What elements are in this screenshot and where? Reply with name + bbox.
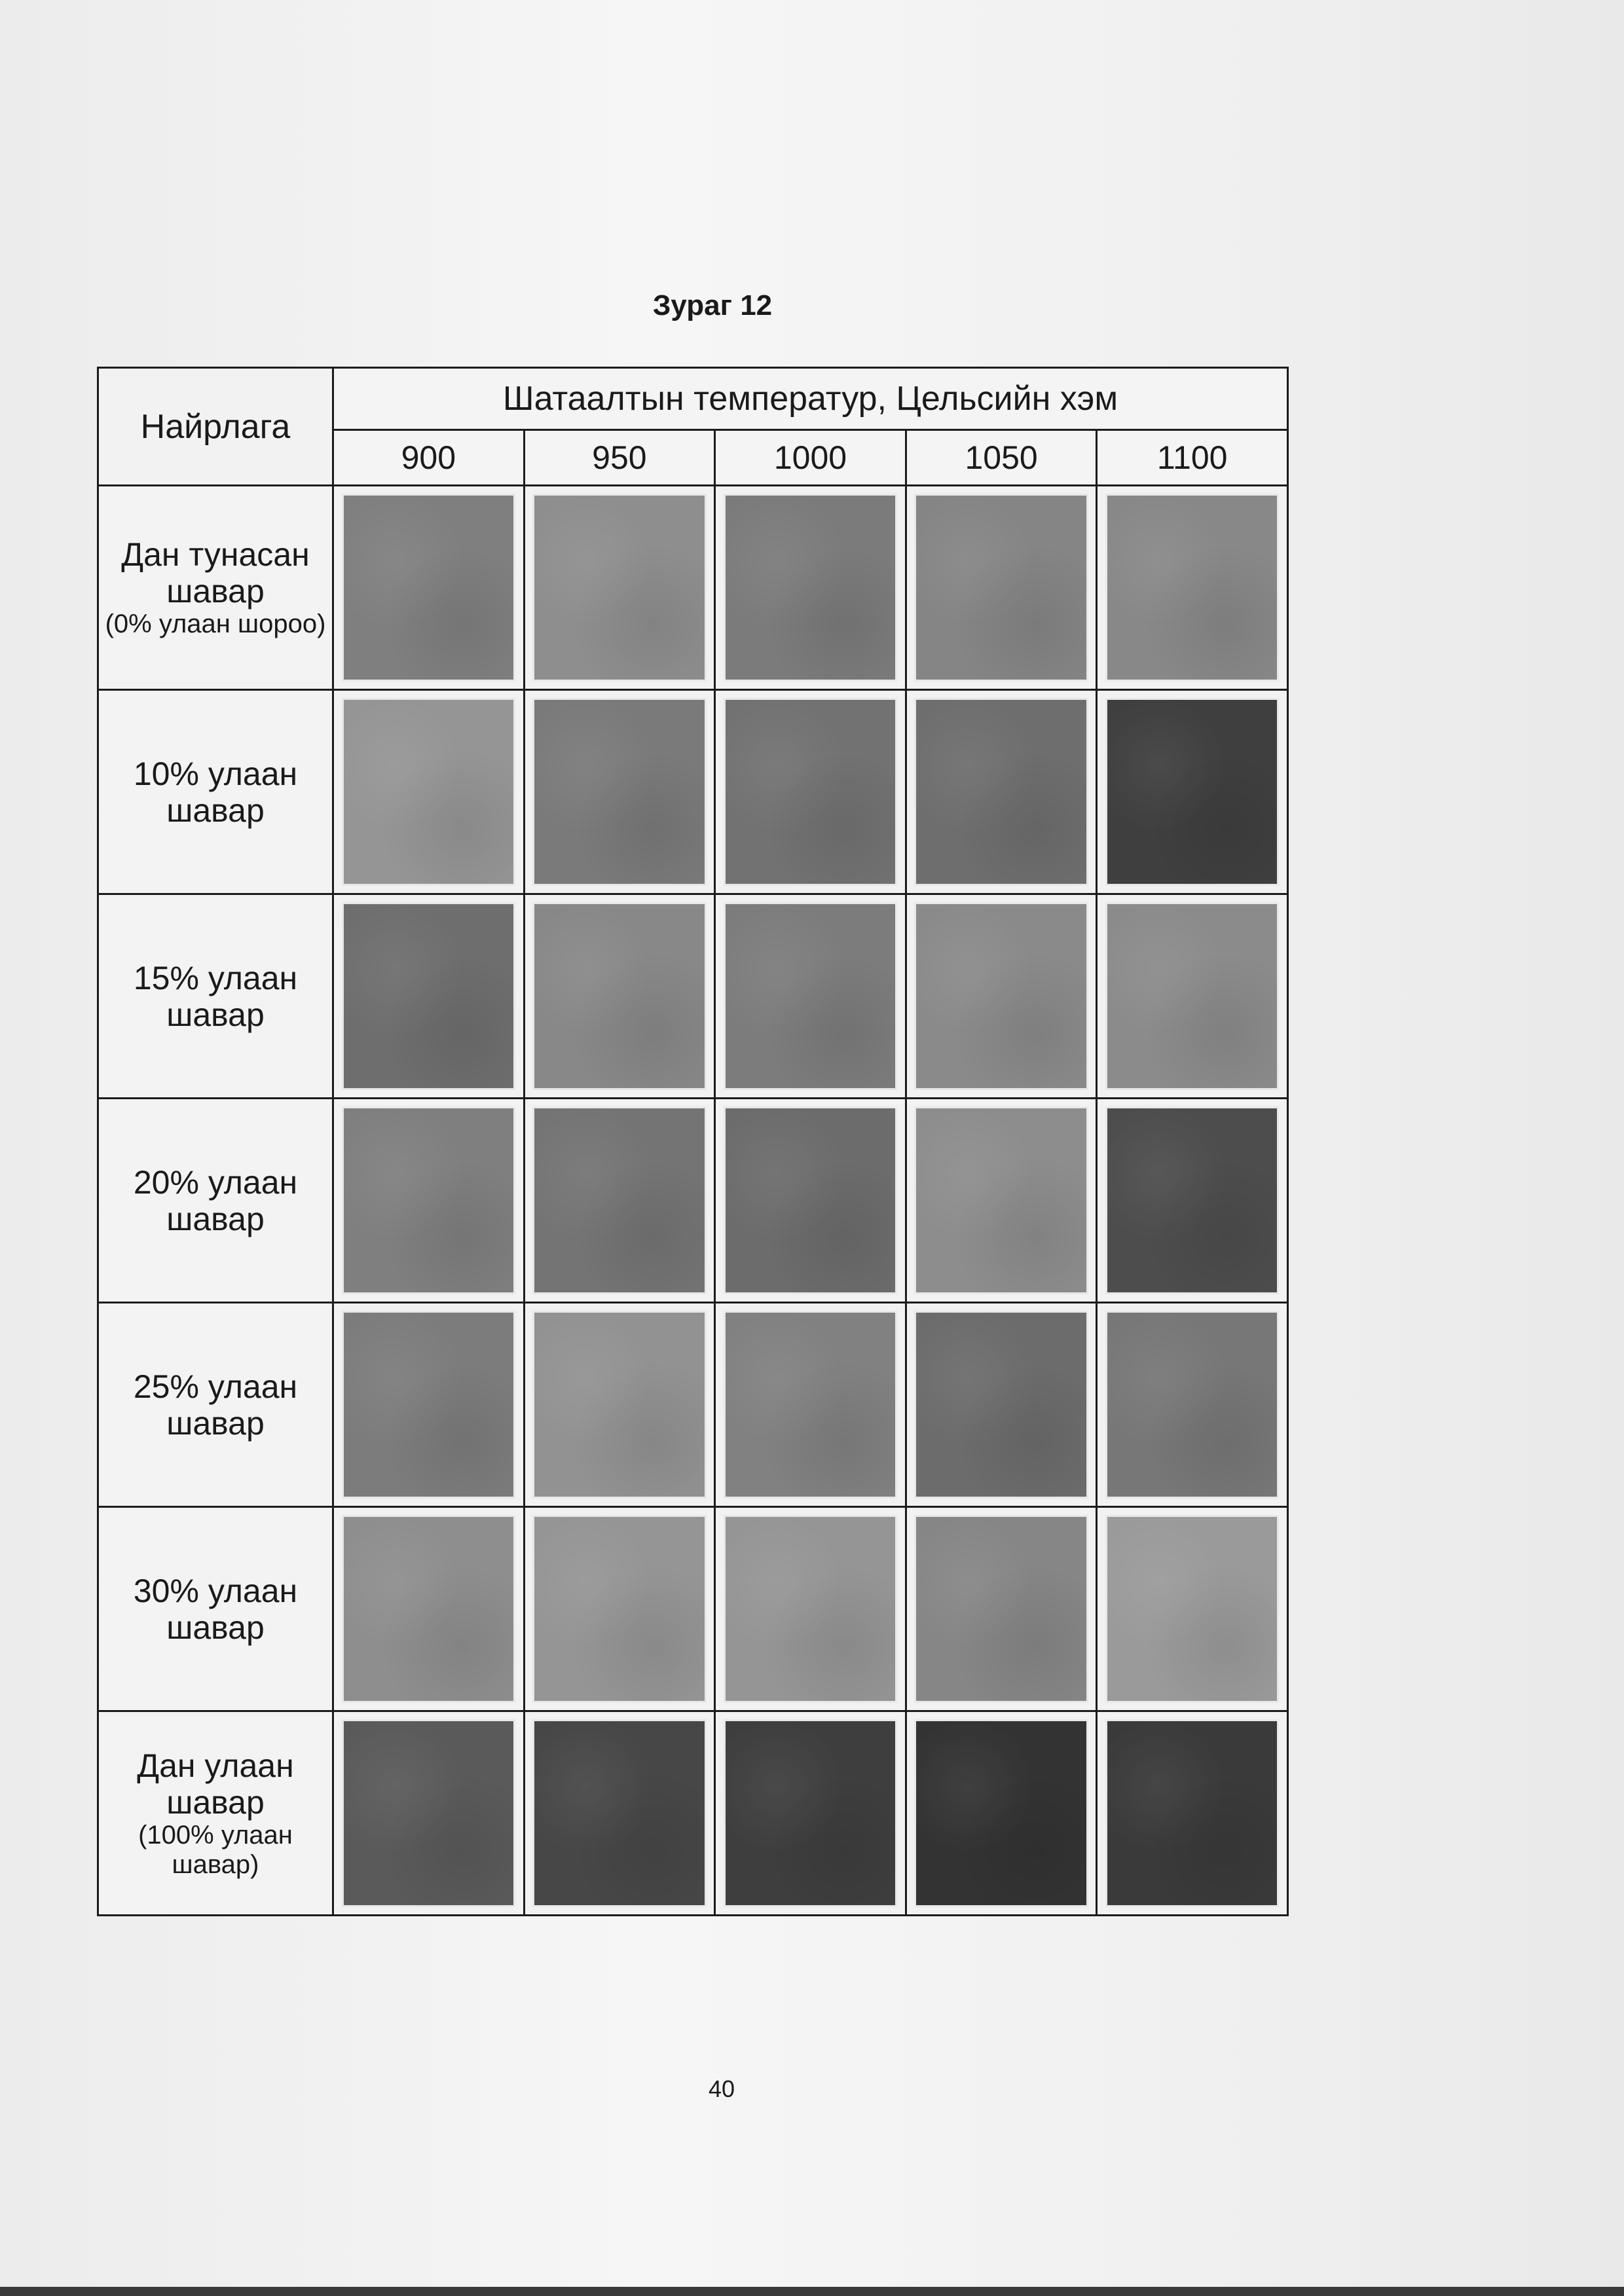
sample-photo: [1105, 1719, 1280, 1907]
page-number: 40: [708, 2075, 735, 2102]
sample-photo: [532, 902, 707, 1090]
sample-cell: [715, 1711, 906, 1916]
composition-label: Дан тунасан шавар: [121, 536, 310, 610]
temperature-1000: 1000: [715, 430, 906, 486]
table-row: [98, 1099, 1288, 1303]
composition-label-cell: [98, 690, 333, 894]
sample-cell: [906, 1711, 1097, 1916]
composition-label: 10% улаан шавар: [133, 755, 298, 829]
table-row: [98, 690, 1288, 894]
sample-cell: [1097, 1507, 1288, 1711]
temperature-950: 950: [524, 430, 715, 486]
composition-label-cell: [98, 1711, 333, 1916]
sample-cell: [715, 486, 906, 690]
sample-cell: [333, 1099, 525, 1303]
sample-photo: [724, 1719, 898, 1907]
sample-cell: [333, 1303, 525, 1507]
sample-cell: [524, 690, 715, 894]
table-row: [98, 1507, 1288, 1711]
sample-photo: [724, 494, 898, 682]
composition-label: 15% улаан шавар: [133, 959, 298, 1033]
sample-cell: [524, 1507, 715, 1711]
sample-photo: [914, 1311, 1088, 1499]
sample-photo: [724, 902, 898, 1090]
sample-cell: [333, 1711, 525, 1916]
composition-label-cell: [98, 486, 333, 690]
table-row: [98, 894, 1288, 1099]
sample-cell: [524, 1099, 715, 1303]
sample-photo: [1105, 1311, 1280, 1499]
sample-cell: [715, 1099, 906, 1303]
composition-header: Найрлага: [98, 368, 333, 486]
composition-sublabel: (100% улаан шавар): [138, 1820, 293, 1879]
sample-photo: [914, 1106, 1088, 1294]
header-row-top: [98, 368, 1288, 430]
composition-label-cell: [98, 1507, 333, 1711]
sample-photo: [342, 1719, 516, 1907]
sample-photo: [342, 698, 516, 886]
sample-photo: [914, 698, 1088, 886]
sample-cell: [906, 1099, 1097, 1303]
sample-photo: [914, 1719, 1088, 1907]
sample-cell: [333, 1507, 525, 1711]
composition-label-cell: [98, 1099, 333, 1303]
composition-label-cell: [98, 894, 333, 1099]
sample-photo: [342, 1515, 516, 1703]
sample-photo: [1105, 494, 1280, 682]
sample-cell: [524, 486, 715, 690]
composition-label: 30% улаан шавар: [133, 1572, 298, 1646]
sample-cell: [1097, 1303, 1288, 1507]
sample-cell: [715, 1507, 906, 1711]
composition-label: Дан улаан шавар: [137, 1747, 294, 1821]
figure-caption: Зураг 12: [652, 289, 773, 321]
composition-sublabel: (0% улаан шороо): [105, 610, 326, 639]
firing-samples-table: [97, 367, 1289, 1916]
sample-cell: [1097, 1099, 1288, 1303]
sample-photo: [914, 1515, 1088, 1703]
sample-photo: [1105, 1106, 1280, 1294]
sample-photo: [724, 1311, 898, 1499]
sample-photo: [342, 494, 516, 682]
sample-photo: [532, 1719, 707, 1907]
sample-cell: [524, 894, 715, 1099]
sample-cell: [1097, 690, 1288, 894]
sample-cell: [906, 1507, 1097, 1711]
sample-photo: [914, 902, 1088, 1090]
temperature-900: 900: [333, 430, 525, 486]
sample-cell: [333, 486, 525, 690]
sample-photo: [1105, 902, 1280, 1090]
sample-photo: [532, 1515, 707, 1703]
composition-label: 20% улаан шавар: [133, 1163, 298, 1237]
sample-photo: [342, 902, 516, 1090]
temperature-1050: 1050: [906, 430, 1097, 486]
sample-cell: [1097, 486, 1288, 690]
table-row: [98, 1303, 1288, 1507]
sample-cell: [906, 690, 1097, 894]
sample-cell: [906, 894, 1097, 1099]
sample-photo: [532, 494, 707, 682]
composition-label-cell: [98, 1303, 333, 1507]
table-row: [98, 486, 1288, 690]
sample-photo: [1105, 1515, 1280, 1703]
sample-photo: [532, 1106, 707, 1294]
sample-photo: [532, 1311, 707, 1499]
sample-cell: [333, 690, 525, 894]
table-row: [98, 1711, 1288, 1916]
sample-photo: [342, 1106, 516, 1294]
sample-photo: [914, 494, 1088, 682]
sample-cell: [1097, 1711, 1288, 1916]
temperature-header: Шатаалтын температур, Цельсийн хэм: [333, 368, 1288, 430]
sample-cell: [715, 894, 906, 1099]
temperature-1100: 1100: [1097, 430, 1288, 486]
composition-label: 25% улаан шавар: [133, 1368, 298, 1442]
sample-photo: [342, 1311, 516, 1499]
sample-photo: [1105, 698, 1280, 886]
sample-cell: [333, 894, 525, 1099]
sample-photo: [724, 698, 898, 886]
sample-photo: [532, 698, 707, 886]
sample-cell: [906, 1303, 1097, 1507]
table-body: [98, 486, 1288, 1916]
sample-cell: [1097, 894, 1288, 1099]
sample-cell: [715, 690, 906, 894]
sample-cell: [906, 486, 1097, 690]
sample-cell: [524, 1303, 715, 1507]
sample-cell: [524, 1711, 715, 1916]
sample-cell: [715, 1303, 906, 1507]
sample-photo: [724, 1106, 898, 1294]
scan-edge-bar: [0, 2287, 1624, 2296]
sample-photo: [724, 1515, 898, 1703]
